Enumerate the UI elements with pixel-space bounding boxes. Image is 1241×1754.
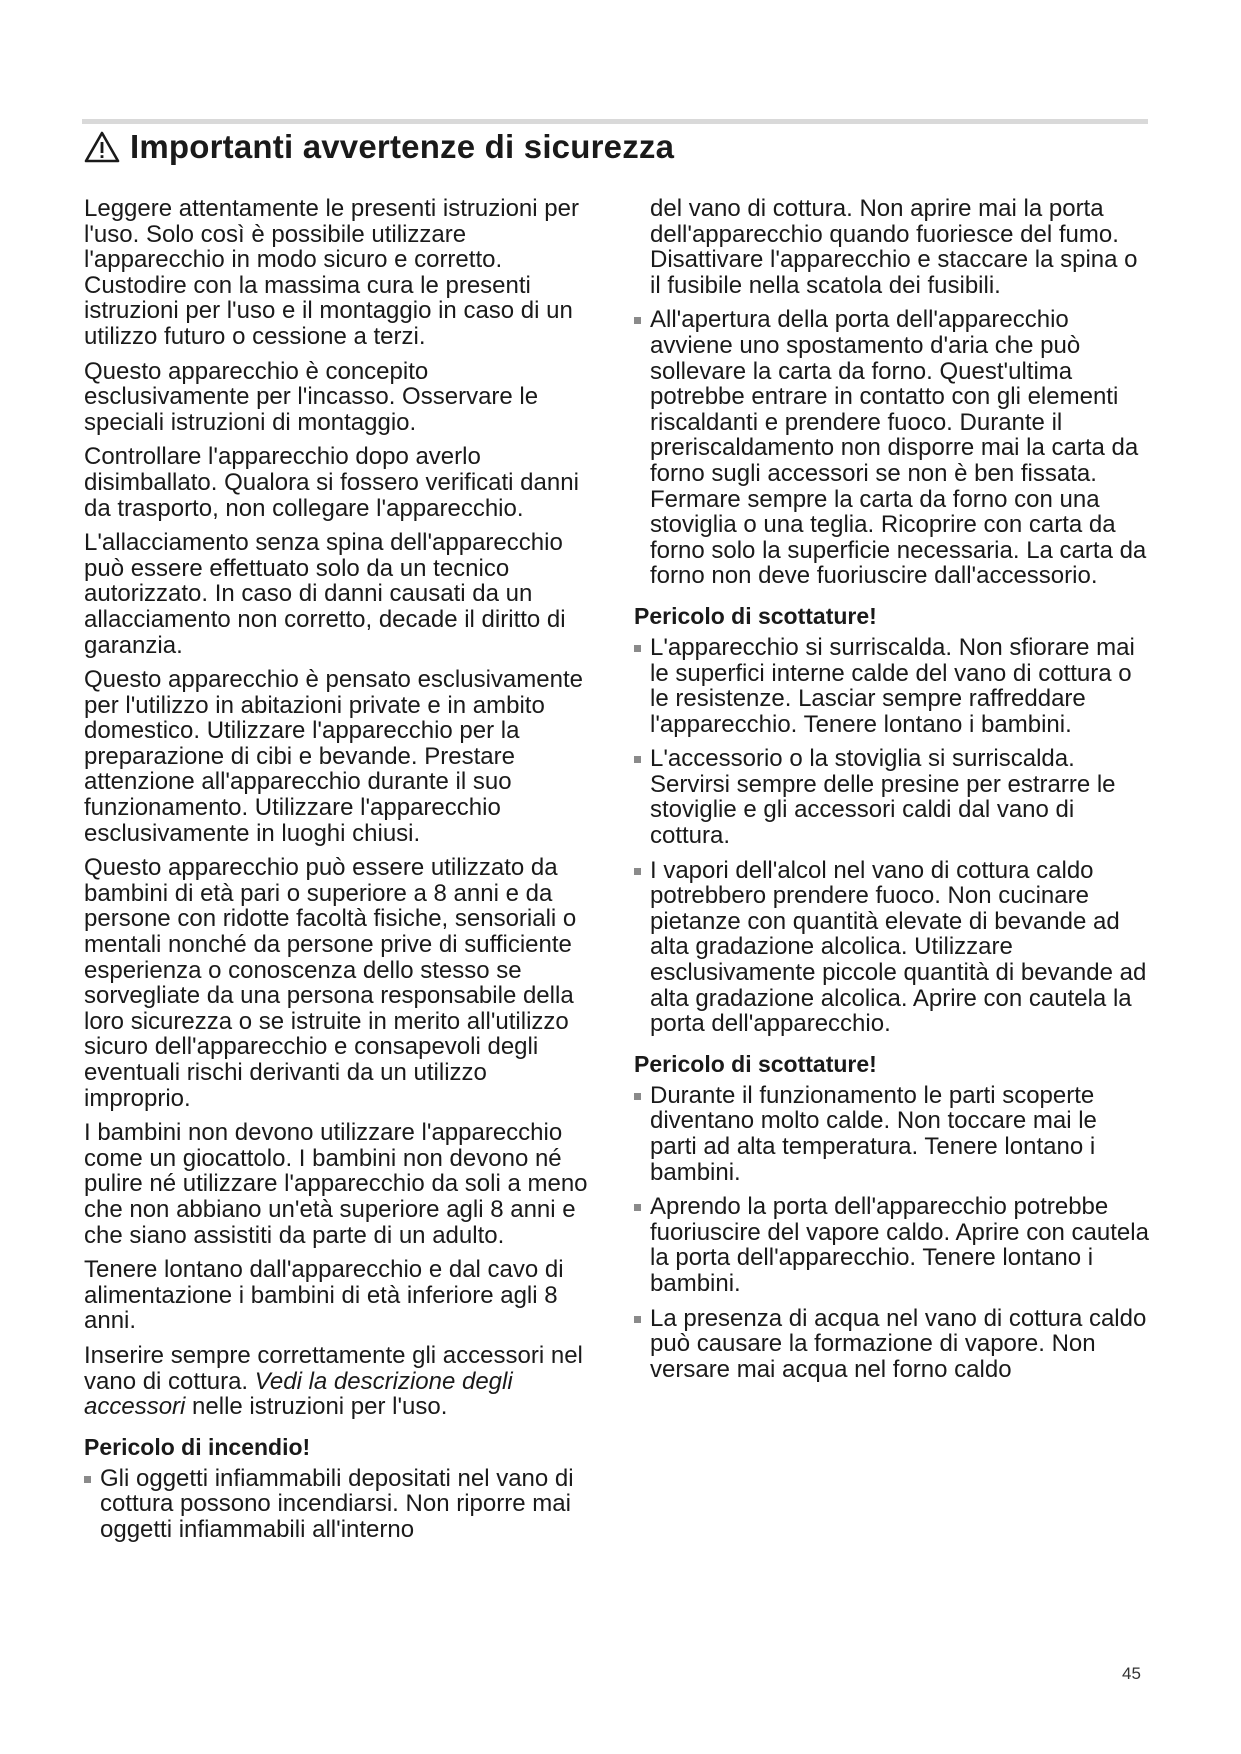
page-number: 45 bbox=[1122, 1664, 1141, 1683]
list-item bbox=[634, 1083, 1150, 1185]
list-item-text: La presenza di acqua nel vano di cottura caldo può causare la formazione di vapore. Non versare mai acqua nel forno caldo bbox=[650, 1304, 1147, 1383]
list-item-text: L'apparecchio si surriscalda. Non sfiorare mai le superfici interne calde del vano di cottura o le resistenze. Lasciar sempre raffreddare l'apparecchio. Tenere lontano i bambini. bbox=[650, 633, 1135, 738]
bullet-square-icon bbox=[634, 1204, 641, 1211]
list-item bbox=[634, 746, 1150, 848]
header-rule bbox=[82, 119, 1148, 124]
installation-paragraph: Questo apparecchio è concepito esclusivamente per l'incasso. Osservare le speciali istruzioni di montaggio. bbox=[84, 357, 539, 436]
page-title-text: Importanti avvertenze di sicurezza bbox=[130, 128, 675, 165]
list-item bbox=[634, 1194, 1150, 1296]
burn-hazard-heading-1: Pericolo di scottature! bbox=[634, 602, 877, 629]
burn-hazard-heading-2: Pericolo di scottature! bbox=[634, 1050, 877, 1077]
bullet-square-icon bbox=[634, 756, 641, 763]
connection-paragraph: L'allacciamento senza spina dell'apparecchio può essere effettuato solo da un tecnico autorizzato. In caso di danni causati da un allacciamento non corretto, decade il diritto di garanzia. bbox=[84, 529, 566, 659]
domestic-use-paragraph: Questo apparecchio è pensato esclusivamente per l'utilizzo in abitazioni private e in ambito domestico. Utilizzare l'apparecchio per la preparazione di cibi e bevande. Prestare attenzione all'apparecchio durante il suo funzionamento. Utilizzare l'apparecchio esclusivamente in luoghi chiusi. bbox=[84, 666, 583, 847]
bullet-square-icon bbox=[634, 317, 641, 324]
accessories-paragraph bbox=[84, 1343, 599, 1420]
list-item bbox=[634, 635, 1150, 737]
fire-hazard-list bbox=[84, 1466, 599, 1543]
left-column bbox=[84, 196, 599, 1552]
list-item-text: Gli oggetti infiammabili depositati nel vano di cottura possono incendiarsi. Non riporre mai oggetti infiammabili all'interno bbox=[100, 1464, 574, 1543]
accessories-reference: Vedi la descrizione degli accessori bbox=[84, 1367, 513, 1421]
children-supervision-paragraph: Questo apparecchio può essere utilizzato da bambini di età pari o superiore a 8 anni e da persone con ridotte facoltà fisiche, sensoriali o mentali nonché da persone prive di sufficiente esperienza o conoscenza dello stesso se sorvegliate da una persona responsabile della loro sicurezza o se istruite in merito all'utilizzo sicuro dell'apparecchio e consapevoli degli eventuali rischi derivanti da un utilizzo improprio. bbox=[84, 854, 577, 1112]
page-title bbox=[84, 128, 674, 166]
paper-list bbox=[634, 307, 1150, 589]
bullet-square-icon bbox=[634, 645, 641, 652]
accessories-text-end: nelle istruzioni per l'uso. bbox=[185, 1393, 448, 1421]
bullet-square-icon bbox=[84, 1476, 91, 1483]
list-item-text: I vapori dell'alcol nel vano di cottura caldo potrebbero prendere fuoco. Non cucinare pietanze con quantità elevate di bevande ad alta gradazione alcolica. Utilizzare esclusivamente piccole quantità di bevande ad alta gradazione alcolica. Aprire con cautela la porta dell'apparecchio. bbox=[650, 856, 1147, 1038]
right-column bbox=[634, 196, 1150, 1391]
bullet-square-icon bbox=[634, 868, 641, 875]
list-item-text: L'accessorio o la stoviglia si surriscalda. Servirsi sempre delle presine per estrarre le stoviglie e gli accessori caldi dal vano di cottura. bbox=[650, 745, 1116, 850]
unpacking-paragraph: Controllare l'apparecchio dopo averlo disimballato. Qualora si fossero verificati danni da trasporto, non collegare l'apparecchio. bbox=[84, 443, 579, 522]
burn-hazard-list-1 bbox=[634, 635, 1150, 1037]
bullet-square-icon bbox=[634, 1093, 641, 1100]
accessories-text: Inserire sempre correttamente gli accessori nel vano di cottura. bbox=[84, 1341, 583, 1395]
children-play-paragraph: I bambini non devono utilizzare l'apparecchio come un giocattolo. I bambini non devono né pulire né utilizzare l'apparecchio da soli a meno che non abbiano un'età superiore agli 8 anni e che siano assistiti da parte di un adulto. bbox=[84, 1119, 588, 1249]
burn-hazard-list-2 bbox=[634, 1083, 1150, 1383]
list-item-text: Aprendo la porta dell'apparecchio potrebbe fuoriuscire del vapore caldo. Aprire con cautela la porta dell'apparecchio. Tenere lontano i bambini. bbox=[650, 1193, 1149, 1297]
list-item bbox=[634, 858, 1150, 1037]
bullet-square-icon bbox=[634, 1316, 641, 1323]
list-item bbox=[634, 1306, 1150, 1383]
list-item-text: Durante il funzionamento le parti scoperte diventano molto calde. Non toccare mai le parti ad alta temperatura. Tenere lontano i bambini. bbox=[650, 1081, 1097, 1186]
warning-triangle-icon bbox=[84, 131, 120, 163]
list-item-text: All'apertura della porta dell'apparecchio avviene uno spostamento d'aria che può sollevare la carta da forno. Quest'ultima potrebbe entrare in contatto con gli elementi riscaldanti e prendere fuoco. Durante il preriscaldamento non disporre mai la carta da forno sugli accessori se non è ben fissata. Fermare sempre la carta da forno con una stoviglia o una teglia. Ricoprire con carta da forno solo la superficie necessaria. La carta da forno non deve fuoriuscire dall'accessorio. bbox=[650, 306, 1147, 590]
intro-paragraph: Leggere attentamente le presenti istruzioni per l'uso. Solo così è possibile utilizzare l'apparecchio in modo sicuro e corretto. Custodire con la massima cura le presenti istruzioni per l'uso e il montaggio in caso di un utilizzo futuro o cessione a terzi. bbox=[84, 195, 579, 350]
fire-hazard-heading: Pericolo di incendio! bbox=[84, 1433, 311, 1460]
list-item bbox=[634, 307, 1150, 589]
children-distance-paragraph: Tenere lontano dall'apparecchio e dal cavo di alimentazione i bambini di età inferiore agli 8 anni. bbox=[84, 1256, 564, 1335]
list-item bbox=[84, 1466, 599, 1543]
fire-hazard-continued: del vano di cottura. Non aprire mai la porta dell'apparecchio quando fuoriesce del fumo. Disattivare l'apparecchio e staccare la spina o il fusibile nella scatola dei fusibili. bbox=[650, 195, 1138, 299]
